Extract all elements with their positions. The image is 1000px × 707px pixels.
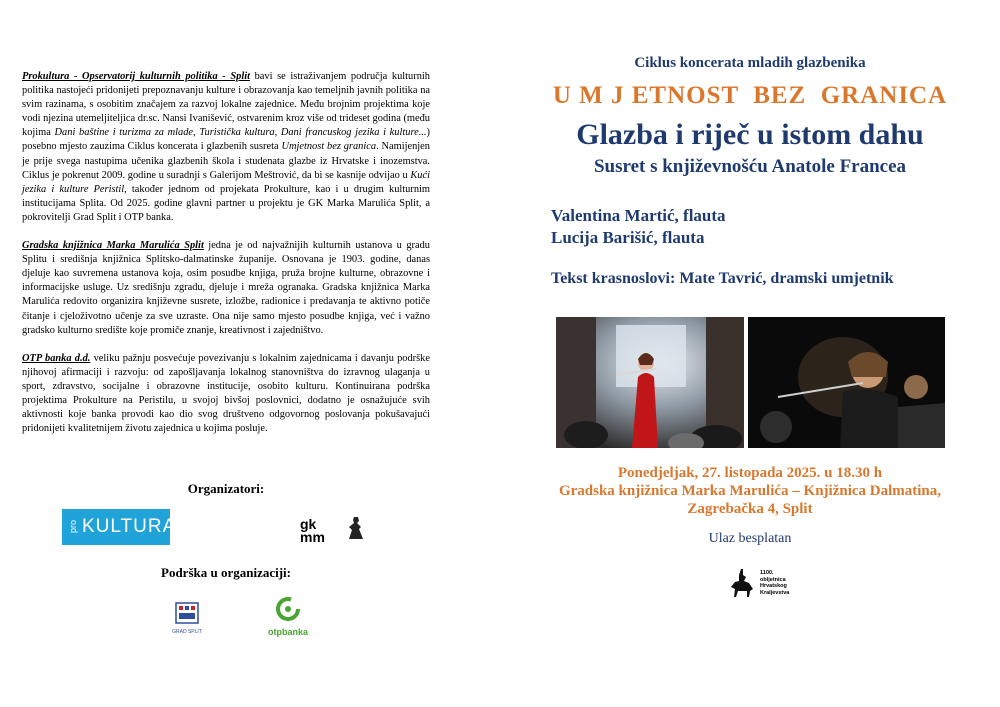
- paragraph-text: bavi se istraživanjem područja kulturnih politika nastojeći pridonijeti prepoznavanju kulture i obrazovanja kao temeljnih javnih politika na svim razinama, s osobitim značajem za razvoj lokalne zajednice. Među brojnim projektima koje vodi njezina utemeljiteljica dr.sc. Nansi Ivanišević, ostvarenim kroz više od trideset godina (među kojima: [22, 71, 430, 139]
- flutist-red-dress-photo: [556, 317, 744, 448]
- otp-lead: OTP banka d.d.: [22, 352, 91, 364]
- paragraph-text: ) posebno mjesto zauzima Ciklus koncerata i glazbenih susreta: [22, 127, 430, 153]
- paragraph-text: , također jednom od projekata Prokulture, kao i u drugim kulturnim institucijama Splita. Od 2025. godine glavni partner u projektu je GK Marka Marulića Split, a pokrovitelji Grad Split i OTP banka.: [22, 183, 430, 223]
- paragraph-text: . Namijenjen je prije svega nastupima učenika glazbenih škola i studenata glazbe iz Hrvatske i inozemstva. Ciklus je pokrenut 2009. godine u suradnji s Galerijom Meštrović, da bi se kasnije odvijao u: [22, 141, 430, 181]
- event-venue-line-2: Zagrebačka 4, Split: [687, 501, 813, 517]
- library-lead: Gradska knjižnica Marka Marulića Split: [22, 240, 204, 252]
- badge-line-2: obljetnica: [760, 576, 786, 583]
- badge-line-4: Kraljevstva: [760, 589, 790, 596]
- event-venue-line-1: Gradska knjižnica Marka Marulića – Knjižnica Dalmatina,: [558, 483, 942, 499]
- gkmm-logo: [300, 518, 340, 544]
- otp-label: otpbanka: [267, 627, 308, 637]
- paragraph-library: [22, 239, 430, 338]
- otp-logo: [258, 597, 318, 637]
- marulic-statue-icon: [345, 515, 367, 541]
- left-column: [22, 70, 430, 450]
- event-date: Ponedjeljak, 27. listopada 2025. u 18.30 h: [617, 465, 883, 481]
- italic-text: Dani baštine i turizma za mlade, Turistička kultura, Dani francuskog jezika i kulture...: [54, 127, 427, 139]
- paragraph-otp: [22, 352, 430, 437]
- prokultura-logo: [62, 509, 177, 545]
- paragraph-prokultura: [22, 70, 430, 225]
- prokultura-logo-pro: pro: [68, 520, 78, 534]
- prokultura-logo-text: KULTURA: [82, 516, 177, 537]
- badge-line-3: Hrvatskog: [760, 583, 787, 589]
- organizatori-heading: Organizatori:: [187, 481, 265, 496]
- event-subtitle: Susret s književnošću Anatole Francea: [593, 156, 907, 177]
- badge-line-1: 1100.: [760, 570, 774, 576]
- prokultura-lead: Prokultura - Opservatorij kulturnih politika - Split: [22, 71, 250, 82]
- paragraph-text: jedna je od najvažnijih kulturnih ustanova u gradu Splitu i središnja knjižnica Splitsko-dalmatinske županije. Osnovana je 1903. godine, danas djeluje kao suvremena ustanova koja, osim posudbe knjiga, pruža brojne kulturne, obrazovne i informacijske usluge. Uz središnju zgradu, djeluje i mreža ogranaka. Gradska knjižnica Marka Marulića redovito organizira književne susrete, izložbe, radionice i predavanja te aktivno potiče čitanje i cjeloživotno učenje za sve uzraste. Ona nije samo mjesto posudbe knjiga, već i važno gradsko kulturno središte koje promiče znanje, kreativnost i zajedništvo.: [22, 240, 430, 336]
- flutists-ensemble-photo: [748, 317, 945, 448]
- entry-note: Ulaz besplatan: [708, 531, 792, 546]
- horseman-icon: [727, 567, 757, 601]
- performer-2: Lucija Barišić, flauta: [551, 228, 705, 247]
- gkmm-logo-text: gk mm: [300, 516, 325, 545]
- festival-title: U M J ETNOST BEZ GRANICA: [552, 82, 948, 109]
- series-title: Ciklus koncerata mladih glazbenika: [634, 55, 866, 71]
- italic-text: Kući jezika i kulture Peristil: [22, 169, 430, 195]
- grad-split-logo: [172, 602, 202, 634]
- italic-text: Umjetnost bez granica: [281, 141, 377, 153]
- reader-credit: Tekst krasnoslovi: Mate Tavrić, dramski umjetnik: [551, 270, 894, 287]
- event-title: Glazba i riječ u istom dahu: [576, 118, 924, 151]
- paragraph-text: veliku pažnju posvećuje povezivanju s lokalnim zajednicama i davanju podrške njihovoj afirmaciji i razvoju: od zapošljavanja lokalnog stanovništva do izravnog ulaganja u sport, zdravstvo, socijalne i obrazovne institucije, osobito kulturu. Kontinuirana podrška projektima Prokulture na Peristilu, u svojoj bivšoj poslovnici, dodatno je osnažujuće svih aktivnosti koje banka provodi kao dio svog društveno odgovornog poslovanja pokušavajući pridonijeti kvalitetnijem životu zajednica u kojima posluje.: [22, 352, 430, 435]
- otp-swirl-icon: [276, 597, 300, 621]
- anniversary-badge-text: [760, 570, 789, 596]
- podrska-heading: Podrška u organizaciji:: [161, 565, 291, 580]
- grad-split-label: GRAD SPLIT: [172, 629, 202, 635]
- split-coat-of-arms-icon: [175, 602, 199, 624]
- performer-1: Valentina Martić, flauta: [551, 206, 726, 225]
